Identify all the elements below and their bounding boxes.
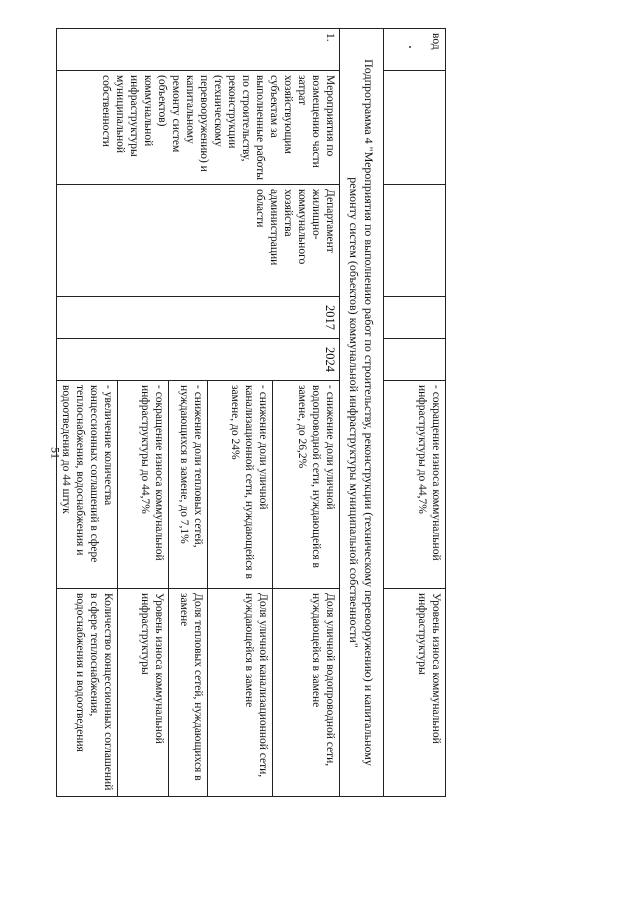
executor-cell-empty — [384, 185, 446, 297]
indicator-item: Доля тепловых сетей, нуждающихся в замене — [169, 589, 208, 796]
rotated-table — [59, 28, 446, 796]
year-start: 2017 — [56, 297, 339, 339]
indicator-item: Уровень износа коммунальной инфраструктуры — [118, 589, 169, 796]
year-end-cell-empty — [384, 339, 446, 381]
indicator-item: Доля уличной водопроводной сети, нуждающейся в замене — [309, 593, 336, 767]
indicator-item: Количество концессионных соглашений в сфере теплоснабжения, водоснабжения и водоотведения — [61, 589, 118, 796]
subprogram-row — [340, 29, 384, 797]
result-item: - снижение доли уличной водопроводной сети, нуждающейся в замене, до 26,2% — [295, 385, 336, 568]
result-item: - увеличение количества концессионных соглашений в сфере теплоснабжения, водоснабжения и водоотведения до 44 штук — [57, 381, 118, 588]
page-number: 51 — [48, 447, 63, 459]
table-row-continuation — [384, 29, 446, 797]
table-row — [56, 29, 339, 797]
program-table — [56, 28, 446, 797]
name-cell-empty — [384, 71, 446, 185]
indicator-item: Доля уличной канализационной сети, нуждающейся в замене — [208, 589, 273, 796]
result-item: - снижение доли тепловых сетей, нуждающихся в замене, до 7,1% — [169, 381, 208, 588]
executor: Департамент жилищно-коммунального хозяйства администрации области — [56, 185, 339, 297]
row-number: 1. — [56, 29, 339, 71]
year-end: 2024 — [56, 339, 339, 381]
results-cell — [56, 381, 339, 589]
result-cell: - сокращение износа коммунальной инфраструктуры до 44,7% — [384, 381, 446, 589]
result-item: - сокращение износа коммунальной инфраструктуры до 44,7% — [118, 381, 169, 588]
indicators-cell — [56, 589, 339, 797]
result-item: - снижение доли уличной канализационной сети, нуждающейся в замене, до 24% — [208, 381, 273, 588]
indicator-cell: Уровень износа коммунальной инфраструктуры — [384, 589, 446, 797]
subprogram-title: Подпрограмма 4 "Мероприятия по выполнению работ по строительству, реконструкции (техническому перевооружению) и капитальному ремонту систем (объектов) коммунальной инфраструктуры муниципальной собственности" — [340, 29, 384, 797]
num-cell-continued: вод — [384, 29, 446, 71]
measure-name: Мероприятия по возмещению части затрат хозяйствующим субъектам за выполненные работы по строительству, реконструкции (техническому перевооружению) и капитальному ремонту систем (объектов) коммунальной инфраструктуры муниципальной собственности — [56, 71, 339, 185]
year-start-cell-empty — [384, 297, 446, 339]
